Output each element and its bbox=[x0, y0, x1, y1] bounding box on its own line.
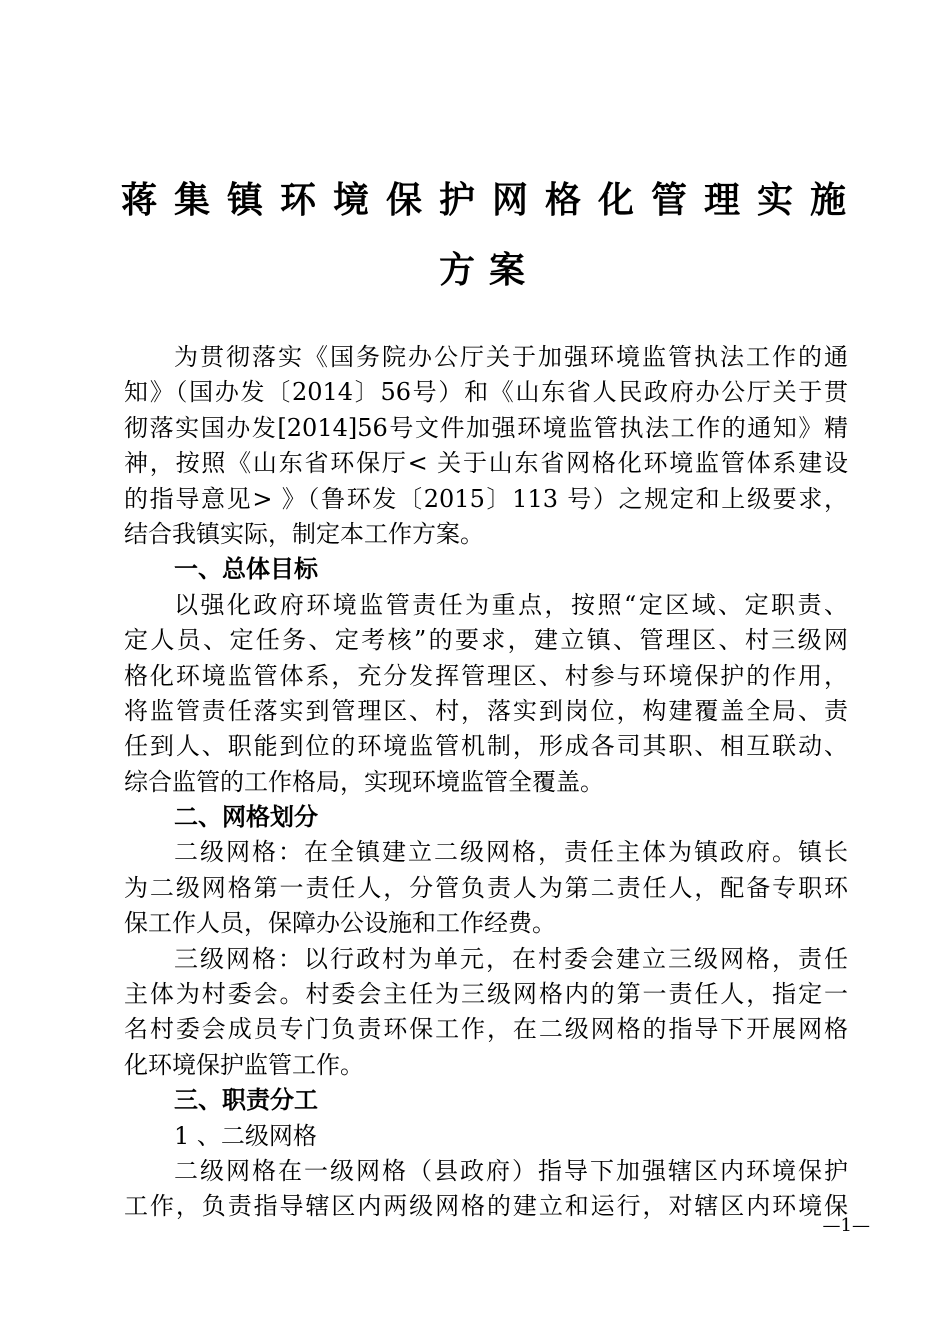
document-body bbox=[124, 340, 848, 1225]
paragraph-line: 知》（国办发〔2014〕56号）和《山东省人民政府办公厅关于贯 bbox=[124, 378, 848, 407]
paragraph-line: 为贯彻落实《国务院办公厅关于加强环境监管执法工作的通 bbox=[174, 343, 848, 371]
paragraph-line: 化环境保护监管工作。 bbox=[124, 1050, 364, 1079]
paragraph-line: 将监管责任落实到管理区、村，落实到岗位，构建覆盖全局、责 bbox=[124, 696, 848, 725]
paragraph-line: 彻落实国办发[2014]56号文件加强环境监管执法工作的通知》精 bbox=[124, 413, 848, 442]
section-heading: 三、职责分工 bbox=[174, 1086, 318, 1115]
document-title-line-1: 蒋集镇环境保护网格化管理实施 bbox=[120, 179, 863, 221]
paragraph-line: 工作，负责指导辖区内两级网格的建立和运行，对辖区内环境保 bbox=[124, 1192, 848, 1221]
paragraph-line: 任到人、职能到位的环境监管机制，形成各司其职、相互联动、 bbox=[124, 732, 848, 761]
paragraph-line: 主体为村委会。村委会主任为三级网格内的第一责任人，指定一 bbox=[124, 980, 848, 1009]
section-heading: 一、总体目标 bbox=[174, 555, 318, 584]
paragraph-line: 二级网格在一级网格（县政府）指导下加强辖区内环境保护 bbox=[174, 1156, 848, 1185]
paragraph-line: 综合监管的工作格局，实现环境监管全覆盖。 bbox=[124, 767, 604, 796]
paragraph-line: 三级网格：以行政村为单元，在村委会建立三级网格，责任 bbox=[174, 944, 848, 973]
paragraph-line: 保工作人员，保障办公设施和工作经费。 bbox=[124, 909, 556, 938]
document-title-line-2: 方案 bbox=[438, 249, 539, 291]
paragraph-line: 神，按照《山东省环保厅< 关于山东省网格化环境监管体系建设 bbox=[124, 449, 848, 478]
paragraph-line: 名村委会成员专门负责环保工作，在二级网格的指导下开展网格 bbox=[124, 1015, 848, 1044]
paragraph-line: 结合我镇实际，制定本工作方案。 bbox=[124, 519, 484, 548]
paragraph-line: 的指导意见> 》（鲁环发〔2015〕113 号）之规定和上级要求， bbox=[124, 484, 848, 513]
paragraph-line: 为二级网格第一责任人，分管负责人为第二责任人，配备专职环 bbox=[124, 873, 848, 902]
paragraph-line: 格化环境监管体系，充分发挥管理区、村参与环境保护的作用， bbox=[124, 661, 848, 690]
paragraph-line: 以强化政府环境监管责任为重点，按照“定区域、定职责、 bbox=[174, 590, 848, 619]
page-number: —1— bbox=[822, 1215, 870, 1236]
paragraph-line: 定人员、定任务、定考核”的要求，建立镇、管理区、村三级网 bbox=[124, 626, 848, 655]
subsection-heading: 1 、二级网格 bbox=[174, 1121, 317, 1150]
section-heading: 二、网格划分 bbox=[174, 803, 318, 832]
paragraph-line: 二级网格：在全镇建立二级网格，责任主体为镇政府。镇长 bbox=[174, 838, 848, 867]
